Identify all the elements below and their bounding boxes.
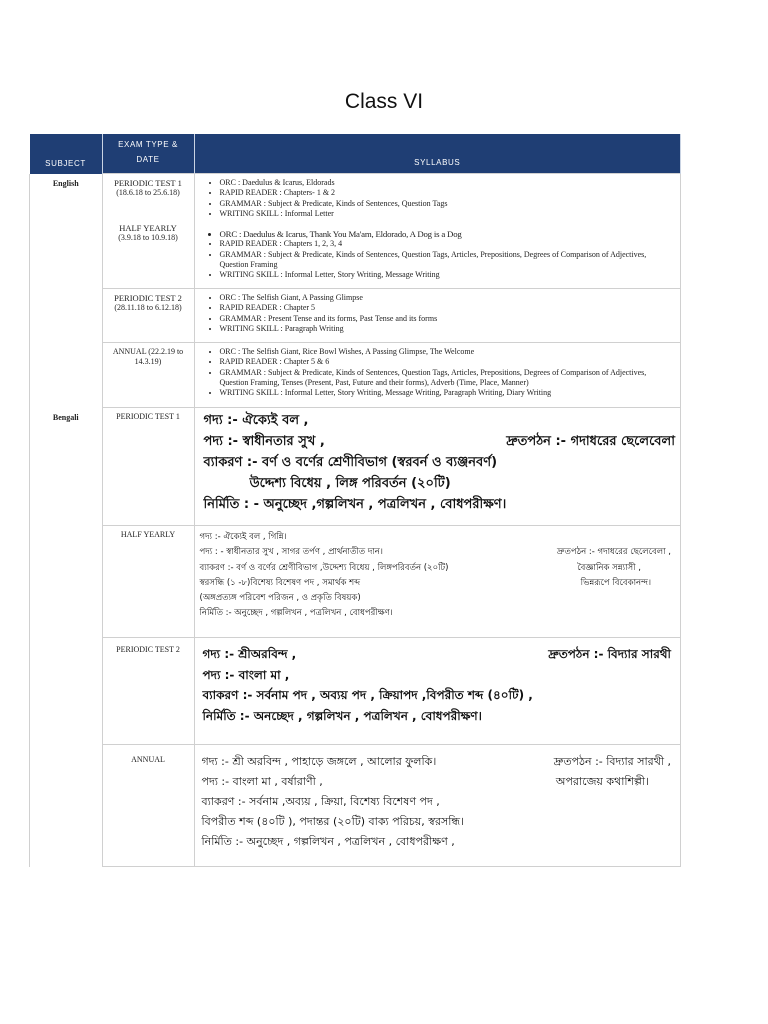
syllabus-item: • GRAMMAR : Subject & Predicate, Kinds of Sentences, Question Tags, Articles, Prepositions, Degrees of Comparison of Adjectives, Question Framing, Tenses (Present, Past, Future and their forms), Adverb (Time, Place, Manner) [220, 368, 677, 389]
table-row [30, 343, 681, 408]
syllabus-item: • RAPID READER : Chapters- 1 & 2 [220, 188, 677, 198]
exam-date: (28.11.18 to 6.12.18) [114, 303, 182, 313]
rapid-reader-text: অপরাজেয় কথাশিল্পী। [555, 775, 649, 788]
syllabus-item: • ORC : Daedulus & Icarus, Eldorads [220, 178, 677, 188]
exam-cell [102, 343, 194, 408]
subject-english: English [30, 174, 103, 289]
table-header-row [30, 134, 681, 174]
table-row [30, 289, 681, 343]
subject-continuation [30, 343, 103, 408]
syllabus-item: • WRITING SKILL : Paragraph Writing [220, 324, 677, 334]
syllabus-cell [194, 343, 681, 408]
exam-name: PERIODIC TEST 2 [114, 293, 182, 303]
bengali-syllabus-block [196, 527, 680, 622]
header-exam-type-date [102, 134, 194, 174]
header-syllabus: SYLLABUS [194, 134, 681, 174]
syllabus-line: গদ্য :- ঐক্যেই বল , গিন্নি। [199, 532, 287, 542]
syllabus-cell [194, 408, 681, 526]
table-row [30, 174, 681, 289]
syllabus-line: গদ্য :- ঐক্যেই বল , [203, 413, 309, 428]
syllabus-line: নির্মিতি :- অনুচ্ছেদ , গল্পলিখন , পত্রলিখন , বোধপরীক্ষণ। [199, 608, 393, 619]
subject-continuation [30, 745, 103, 867]
rapid-reader-text: দ্রুতপঠন :- গদাধরের ছেলেবেলা [506, 434, 675, 449]
syllabus-line: ব্যাকরণ :- বর্ণ ও বর্ণের শ্রেণীবিভাগ (স্বরবর্ন ও ব্যঞ্জনবর্ণ) [203, 455, 498, 470]
syllabus-line: ব্যাকরণ :- সর্বনাম ,অব্যয় , ক্রিয়া, বিশেষ্য বিশেষণ পদ , [201, 795, 440, 808]
exam-name: PERIODIC TEST 1 [116, 412, 180, 421]
exam-cell [102, 174, 194, 289]
syllabus-item: • RAPID READER : Chapters 1, 2, 3, 4 [220, 239, 677, 249]
subject-continuation [30, 638, 103, 745]
header-subject: SUBJECT [30, 134, 103, 174]
exam-cell [102, 745, 194, 867]
subject-continuation [30, 289, 103, 343]
syllabus-item: • GRAMMAR : Subject & Predicate, Kinds of Sentences, Question Tags [220, 199, 677, 209]
table-row [30, 526, 681, 638]
syllabus-item: • ORC : The Selfish Giant, Rice Bowl Wishes, A Passing Glimpse, The Welcome [220, 347, 677, 357]
exam-cell [102, 289, 194, 343]
syllabus-text: গদ্য :- শ্রী অরবিন্দ , পাহাড়ে জঙ্গলে , আলোর ফুলকি। [201, 755, 437, 768]
header-exam-line2: DATE [136, 155, 160, 164]
syllabus-line [202, 752, 672, 772]
syllabus-line [200, 545, 672, 560]
rapid-reader-text: দ্রুতপঠন :- বিদ্যার সারথী [548, 647, 671, 661]
exam-date: (3.9.18 to 10.9.18) [118, 232, 178, 242]
exam-name: PERIODIC TEST 2 [116, 645, 180, 654]
rapid-reader-text: দ্রুতপঠন :- গদাধরের ছেলেবেলা , [556, 547, 671, 558]
syllabus-line: পদ্য :- বাংলা মা , [202, 667, 290, 682]
syllabus-line: বিপরীত শব্দ (৪০টি ), পদান্তর (২০টি) বাক্য পরিচয়, স্বরসন্ধি। [201, 815, 465, 828]
exam-cell [102, 526, 194, 638]
syllabus-text: পদ্য : - স্বাধীনতার সুখ , সাগর তর্পণ , প্রার্থনাতীত দান। [199, 547, 383, 558]
table-row [30, 745, 681, 867]
syllabus-text: ব্যাকরণ :- বর্ণ ও বর্ণের শ্রেণীবিভাগ ,উদ্দেশ্য বিধেয় , লিঙ্গপরিবর্তন (২০টি) [199, 562, 449, 573]
syllabus-table [29, 134, 681, 867]
bengali-syllabus-block [196, 746, 680, 852]
rapid-reader-text: ভিন্নরূপে বিবেকানন্দ। [580, 577, 651, 588]
syllabus-item: • WRITING SKILL : Informal Letter, Story Writing, Message Writing, Paragraph Writing, Diary Writing [220, 388, 677, 398]
syllabus-text: স্বরসন্ধি (১ -৮)বিশেষ্য বিশেষণ পদ , সমার্থক শব্দ [199, 577, 361, 588]
exam-name: ANNUAL [131, 755, 165, 764]
syllabus-line [202, 772, 672, 792]
exam-name: HALF YEARLY [119, 222, 177, 233]
syllabus-item: • WRITING SKILL : Informal Letter, Story Writing, Message Writing [220, 270, 677, 280]
rapid-reader-text: দ্রুতপঠন :- বিদ্যার সারথী , [553, 755, 671, 768]
syllabus-line: ব্যাকরণ :- সর্বনাম পদ , অব্যয় পদ , ক্রিয়াপদ ,বিপরীত শব্দ (৪০টি) , [202, 688, 533, 702]
exam-date: (18.6.18 to 25.6.18) [116, 188, 180, 198]
subject-bengali: Bengali [30, 408, 103, 526]
syllabus-cell [194, 289, 681, 343]
syllabus-item: • GRAMMAR : Subject & Predicate, Kinds of Sentences, Question Tags, Articles, Prepositions, Degrees of Comparison of Adjectives, Question Framing [220, 250, 677, 271]
syllabus-line: নির্মিতি : - অনুচ্ছেদ ,গল্পলিখন , পত্রলিখন , বোধপরীক্ষণ। [203, 497, 507, 512]
syllabus-line: উদ্দেশ্য বিধেয় , লিঙ্গ পরিবর্তন (২০টি) [249, 476, 451, 491]
exam-name: HALF YEARLY [120, 530, 176, 539]
bengali-syllabus-block [196, 639, 680, 726]
syllabus-cell [194, 174, 681, 289]
syllabus-text: পদ্য :- বাংলা মা , বর্ষারাণী , [201, 775, 323, 788]
syllabus-text: পদ্য :- স্বাধীনতার সুখ , [203, 434, 325, 449]
syllabus-item: • RAPID READER : Chapter 5 & 6 [220, 357, 677, 367]
syllabus-line: নির্মিতি :- অনচ্ছেদ , গল্পলিখন , পত্রলিখন , বোধপরীক্ষণ। [202, 708, 482, 723]
exam-date: 14.3.19) [134, 357, 162, 367]
syllabus-line [200, 561, 672, 576]
syllabus-item: • ORC : Daedulus & Icarus, Thank You Ma'am, Eldorado, A Dog is a Dog [220, 229, 677, 239]
syllabus-line: নির্মিতি :- অনুচ্ছেদ , গল্পলিখন , পত্রলিখন , বোধপরীক্ষণ , [201, 835, 455, 848]
exam-name: PERIODIC TEST 1 [114, 178, 182, 188]
syllabus-line [200, 576, 672, 591]
syllabus-cell [194, 526, 681, 638]
exam-name: ANNUAL (22.2.19 to [112, 347, 184, 356]
syllabus-line [203, 644, 672, 665]
page-title: Class VI [344, 90, 424, 113]
exam-cell [102, 638, 194, 745]
syllabus-item: • WRITING SKILL : Informal Letter [220, 209, 677, 219]
syllabus-line [204, 431, 676, 452]
syllabus-item: • RAPID READER : Chapter 5 [220, 303, 677, 313]
subject-continuation [30, 526, 103, 638]
table-row [30, 408, 681, 526]
syllabus-cell [194, 745, 681, 867]
syllabus-item: • ORC : The Selfish Giant, A Passing Glimpse [220, 293, 677, 303]
syllabus-cell [194, 638, 681, 745]
syllabus-text: গদ্য :- শ্রীঅরবিন্দ , [202, 647, 297, 661]
rapid-reader-text: বৈজ্ঞানিক সন্ন্যাসী , [577, 562, 641, 573]
exam-cell [102, 408, 194, 526]
table-row [30, 638, 681, 745]
header-exam-line1: EXAM TYPE & [118, 140, 178, 149]
syllabus-item: • GRAMMAR : Present Tense and its forms, Past Tense and its forms [220, 314, 677, 324]
syllabus-line: (অঙ্গপ্রত্যঙ্গ পরিবেশ পরিজন , ও প্রকৃতি বিষয়ক) [199, 593, 361, 604]
bengali-syllabus-block [196, 409, 680, 515]
